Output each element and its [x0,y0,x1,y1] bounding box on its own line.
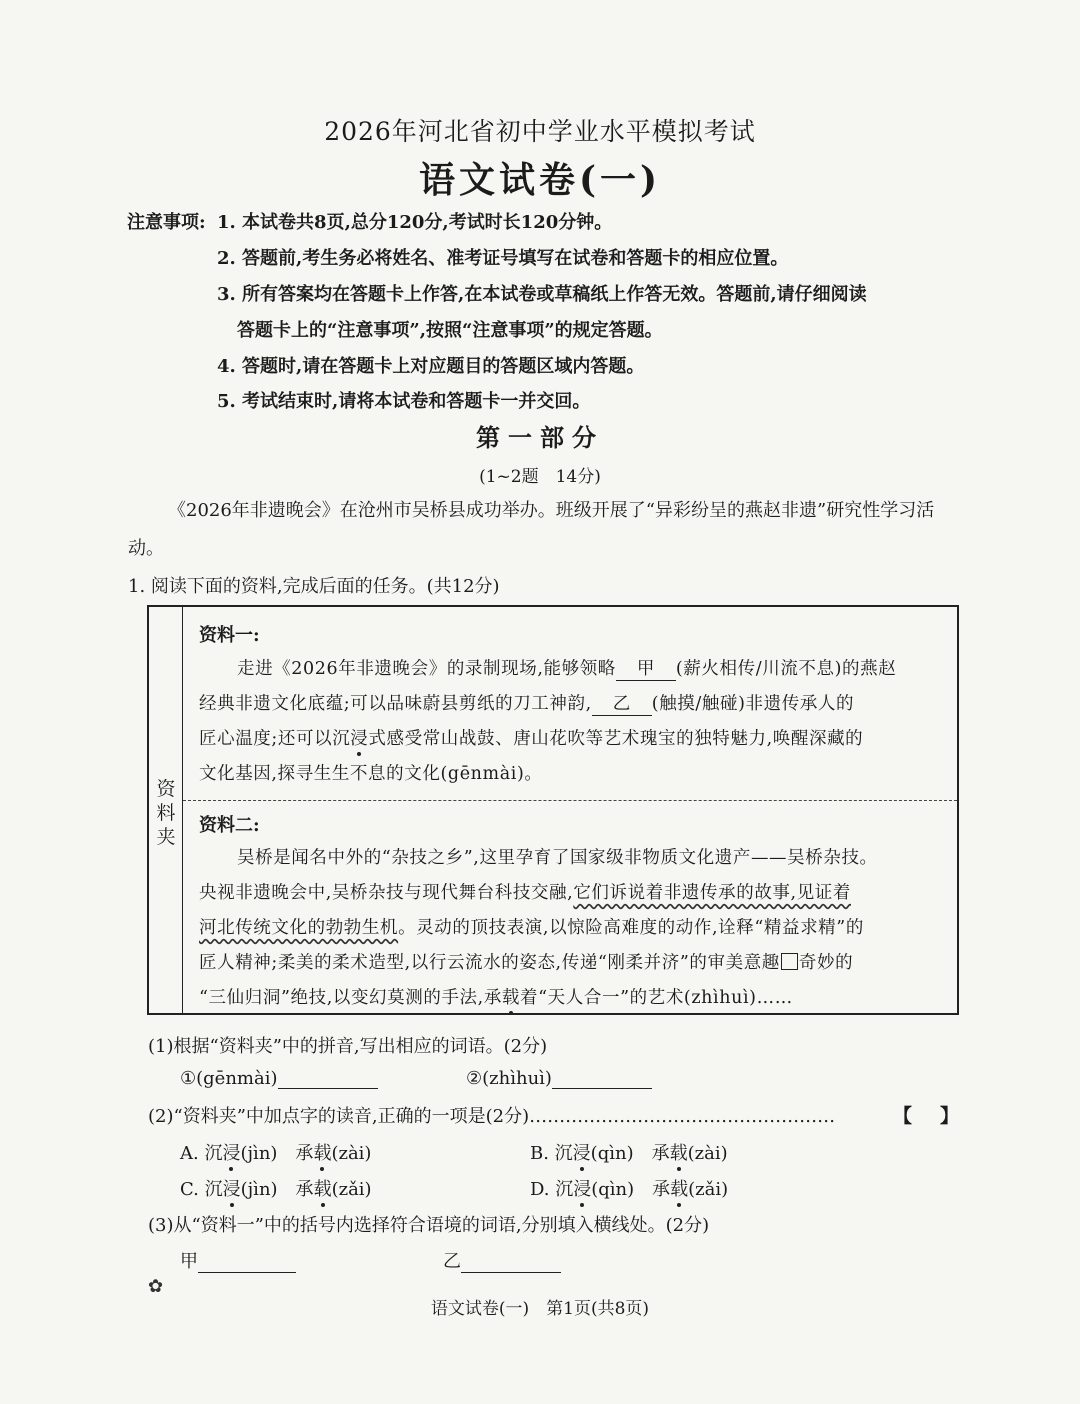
dotted-char-zai: 载 [502,984,520,1009]
lead-text: 《2026年非遗晚会》在沧州市吴桥县成功举办。班级开展了“异彩纷呈的燕赵非遗”研究性学习活动。 [128,500,935,559]
answer-bracket-open: 【 [893,1105,913,1127]
sub3-a-label: 甲 [180,1251,198,1272]
q1-sub3-item-b [443,1247,561,1273]
exam-title: 语文试卷(一) [418,159,662,201]
q1-prompt: 1. 阅读下面的资料,完成后面的任务。(共12分) [128,576,500,597]
option-a-text-1: A. 沉 [180,1143,223,1164]
m2-l5-text-b: 着“天人合一”的艺术(zhìhuì)…… [520,988,793,1008]
m1-l1-text-a: 走进《2026年非遗晚会》的录制现场,能够领略 [237,659,616,679]
material-divider [183,800,957,801]
material-1-line-4: 文化基因,探寻生生不息的文化(gēnmài)。 [199,764,543,784]
blank-yi: 乙 [592,690,652,716]
answer-line-a[interactable] [278,1068,378,1089]
material-2-line-3 [199,914,864,939]
material-2-line-5 [199,984,793,1009]
m2-l2-text-a: 央视非遗晚会中,吴桥杂技与现代舞台科技交融, [199,883,574,903]
option-b-text-2: (qìn) 承 [590,1143,670,1164]
lead-paragraph [128,492,958,568]
notice-label: 注意事项: [127,212,206,233]
option-c-text-1: C. 沉 [180,1179,223,1200]
q1-sub3-prompt: (3)从“资料一”中的括号内选择符合语境的词语,分别填入横线处。(2分) [148,1215,710,1236]
material-1-line-3 [199,725,863,750]
material-box-side [149,607,183,1013]
m2-l5-text-a: “三仙归洞”绝技,以变幻莫测的手法,承 [199,988,502,1008]
notice-item-4: 4. 答题时,请在答题卡上对应题目的答题区域内答题。 [217,356,645,377]
part-title: 第一部分 [476,423,604,452]
option-a[interactable] [180,1139,371,1165]
q1-sub1-prompt: (1)根据“资料夹”中的拼音,写出相应的词语。(2分) [148,1036,548,1057]
option-d-text-3: (zǎi) [688,1179,729,1200]
m2-l4-text-a: 匠人精神;柔美的柔术造型,以行云流水的姿态,传递“刚柔并济”的审美意趣 [199,953,780,973]
option-c-dot-1: 浸 [223,1175,241,1201]
option-d-text-1: D. 沉 [530,1179,574,1200]
option-b-text-1: B. 沉 [530,1143,573,1164]
m2-l3-text-b: 。灵动的顶技表演,以惊险高难度的动作,诠释“精益求精”的 [398,918,864,938]
material-2-line-1: 吴桥是闻名中外的“杂技之乡”,这里孕育了国家级非物质文化遗产——吴桥杂技。 [237,848,878,868]
option-b-dot-2: 载 [670,1139,688,1165]
flower-ornament-icon: ✿ [148,1276,164,1297]
q1-sub1-item-b [466,1068,652,1089]
wavy-underlined-sentence: 它们诉说着非遗传承的故事,见证着 [573,883,851,903]
notice-item-5: 5. 考试结束时,请将本试卷和答题卡一并交回。 [217,391,591,412]
blank-jia: 甲 [616,655,676,681]
m1-l3-text-b: 式感受常山战鼓、唐山花吹等艺术瑰宝的独特魅力,唤醒深藏的 [368,729,864,749]
option-a-text-2: (jìn) 承 [240,1143,314,1164]
material-2-line-4 [199,949,853,974]
option-c-text-2: (jìn) 承 [240,1179,314,1200]
option-d[interactable] [530,1175,728,1201]
option-a-text-3: (zài) [331,1143,372,1164]
option-c-dot-2: 载 [314,1175,332,1201]
material-1-line-1 [237,655,896,681]
option-d-dot-1: 浸 [573,1175,591,1201]
option-d-text-2: (qìn) 承 [591,1179,671,1200]
notice-item-3: 3. 所有答案均在答题卡上作答,在本试卷或草稿纸上作答无效。答题前,请仔细阅读 [217,284,867,305]
option-b[interactable] [530,1139,728,1165]
m1-l3-text-a: 匠心温度;还可以沉 [199,729,351,749]
exam-subtitle: 2026年河北省初中学业水平模拟考试 [324,117,756,146]
answer-line-b[interactable] [552,1068,652,1089]
notice-item-3-cont: 答题卡上的“注意事项”,按照“注意事项”的规定答题。 [237,320,663,341]
sub3-b-label: 乙 [443,1251,461,1272]
part-subtitle: (1~2题 14分) [479,467,601,487]
q1-sub1-item-a [180,1068,378,1089]
m1-l2-text-a: 经典非遗文化底蕴;可以品味蔚县剪纸的刀工神韵, [199,694,592,714]
material-box-label: 资料夹 [156,778,176,848]
option-a-dot-2: 载 [313,1139,331,1165]
sub1-a-label: ①(gēnmài) [180,1068,278,1089]
material-2-line-2 [199,879,851,904]
answer-bracket-close: 】 [940,1105,960,1127]
option-d-dot-2: 载 [670,1175,688,1201]
answer-line-jia[interactable] [198,1252,296,1273]
material-1-heading: 资料一: [199,625,260,646]
option-b-dot-1: 浸 [573,1139,591,1165]
m1-l1-text-b: (薪火相传/川流不息)的燕赵 [675,659,897,679]
m1-l2-text-b: (触摸/触碰)非遗传承人的 [651,694,855,714]
material-2-heading: 资料二: [199,815,260,836]
notice-item-1: 1. 本试卷共8页,总分120分,考试时长120分钟。 [217,212,613,233]
dotted-char-jin: 浸 [350,725,368,750]
material-1-line-2 [199,690,854,716]
option-c-text-3: (zǎi) [331,1179,372,1200]
material-box [147,605,959,1015]
option-a-dot-1: 浸 [222,1139,240,1165]
wavy-underlined-sentence-cont: 河北传统文化的勃勃生机 [199,918,399,938]
sub1-b-label: ②(zhìhuì) [466,1068,552,1089]
option-c[interactable] [180,1175,372,1201]
answer-line-yi[interactable] [461,1252,561,1273]
q1-sub2-prompt: (2)“资料夹”中加点字的读音,正确的一项是(2分)…………………………………………… [148,1106,836,1127]
notice-item-2: 2. 答题前,考生务必将姓名、准考证号填写在试卷和答题卡的相应位置。 [217,248,789,269]
option-b-text-3: (zài) [687,1143,728,1164]
m2-l4-text-b: 奇妙的 [798,953,854,973]
page-footer: 语文试卷(一) 第1页(共8页) [430,1299,650,1319]
punctuation-box [781,953,798,970]
q1-sub3-item-a [180,1247,296,1273]
